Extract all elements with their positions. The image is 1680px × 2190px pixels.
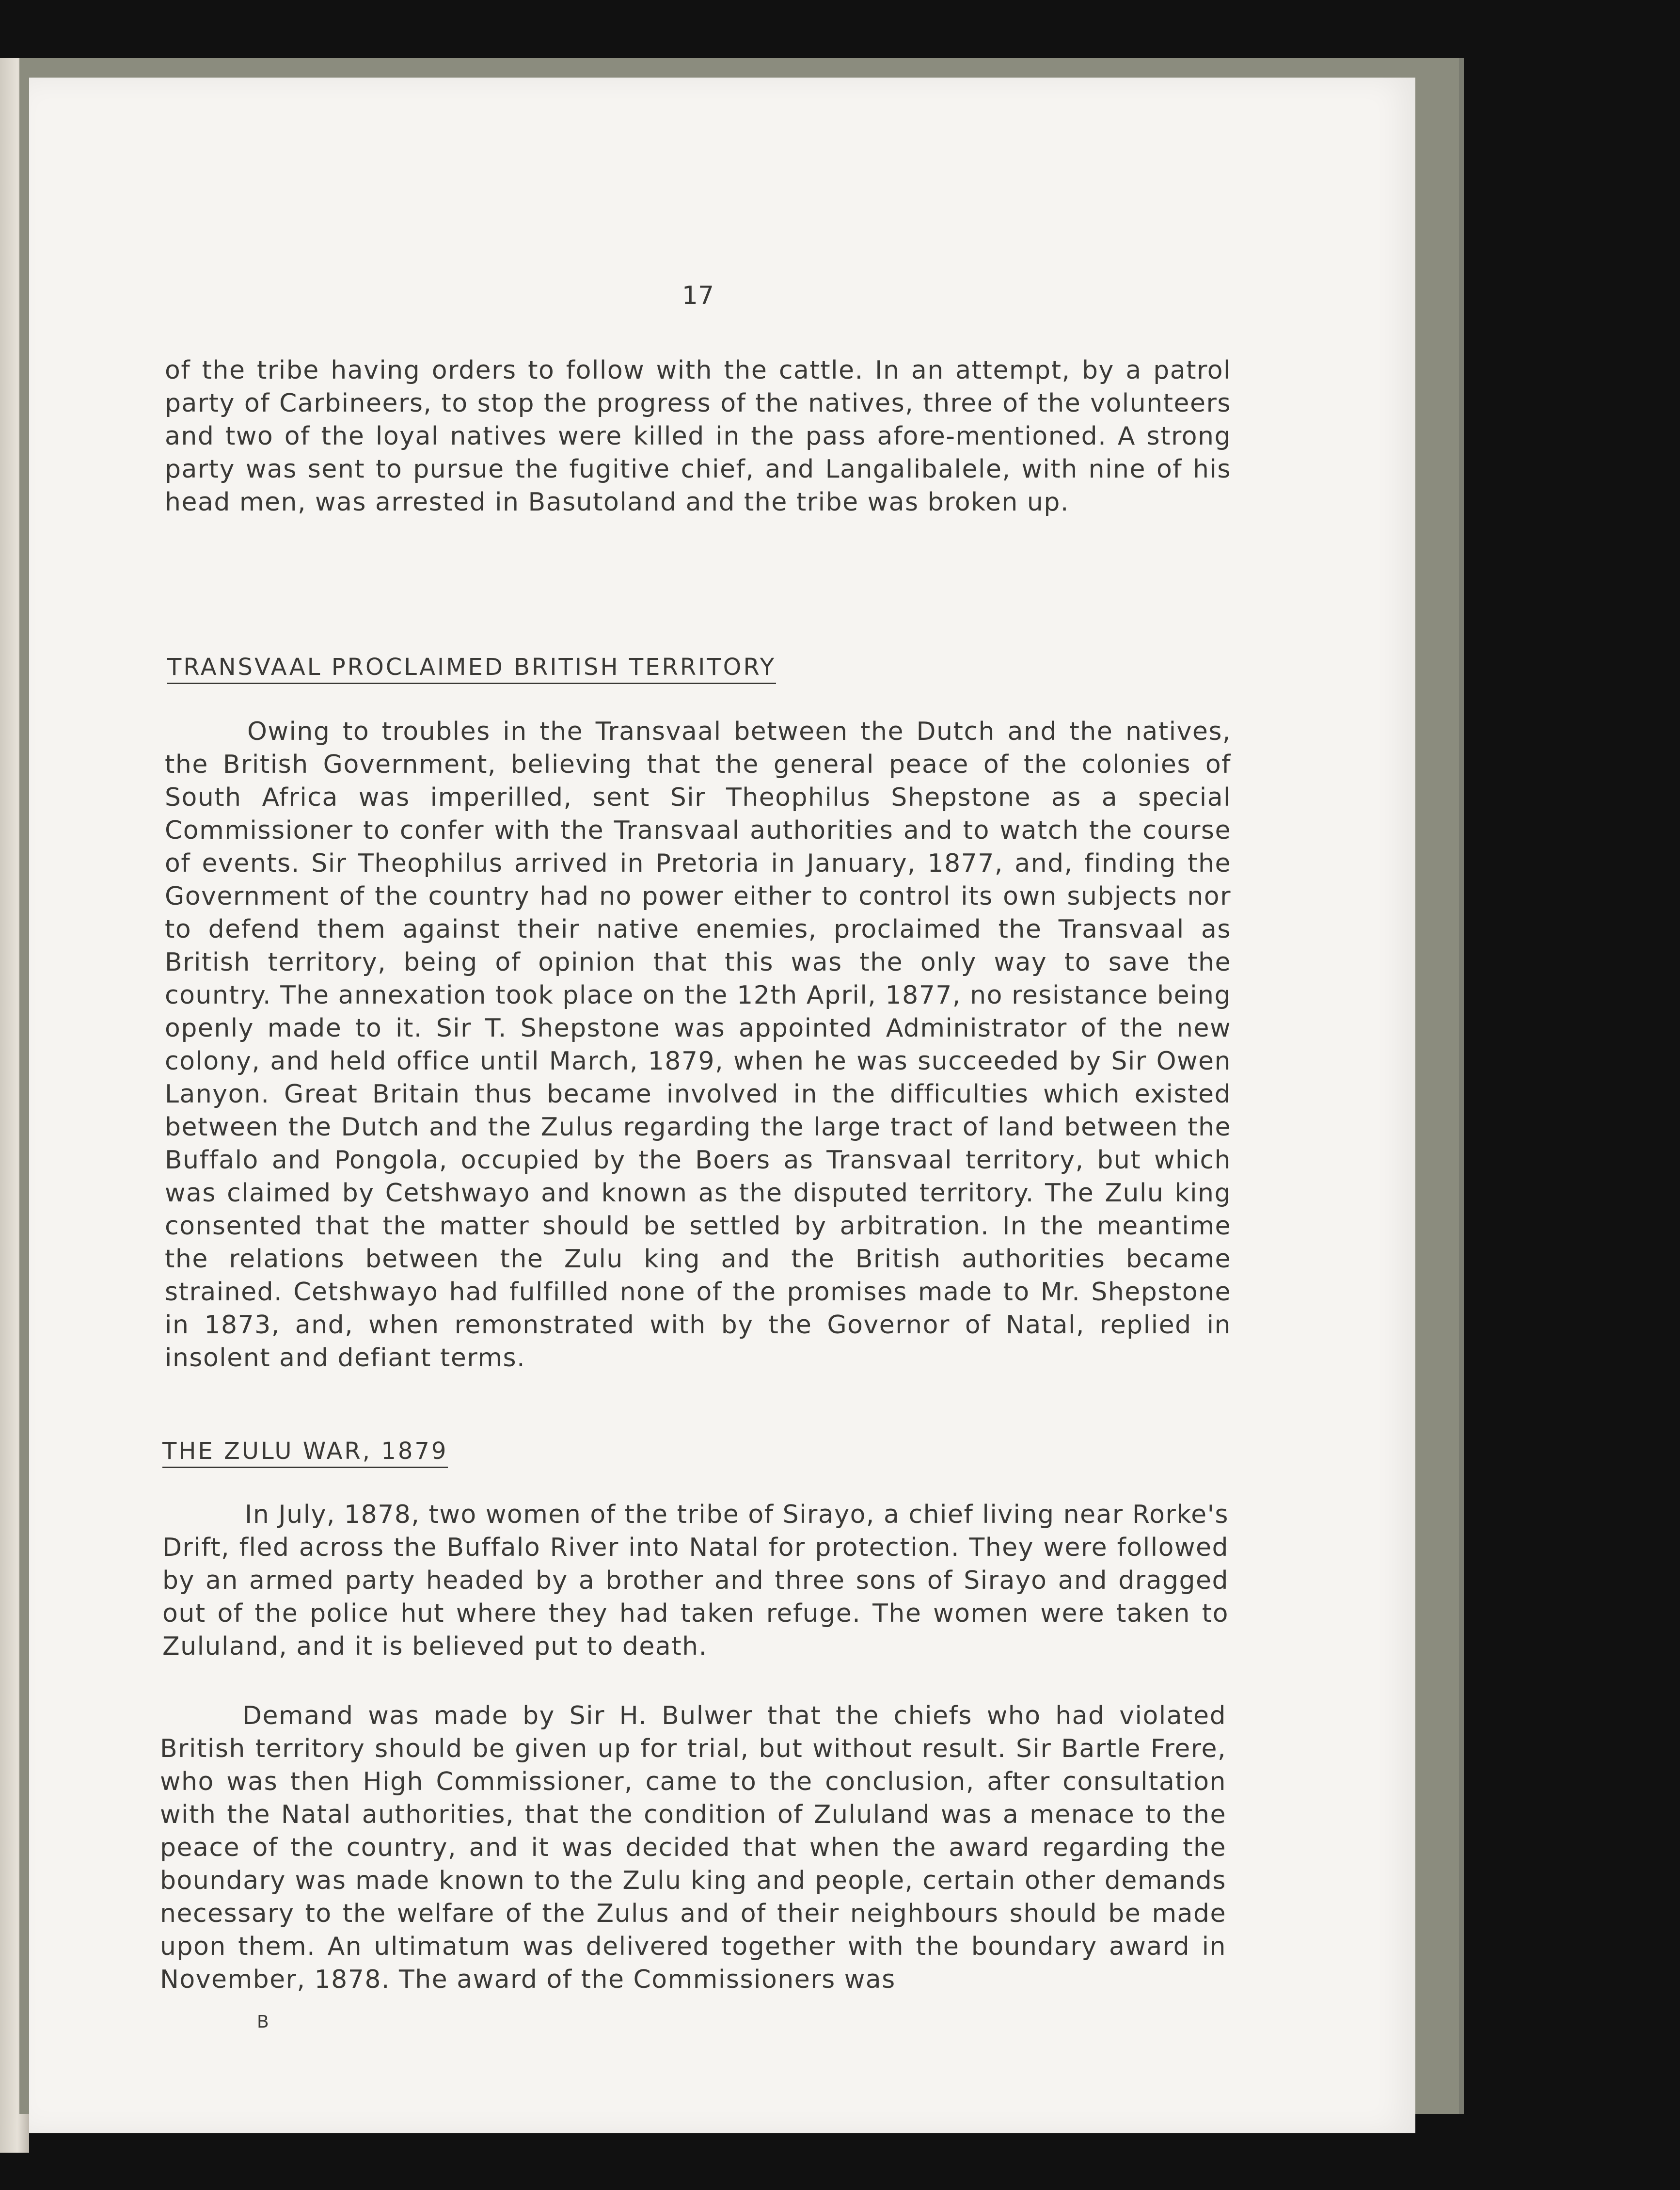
heading-text: THE ZULU WAR, <box>162 1438 372 1465</box>
section-heading-zulu-war <box>162 1438 448 1468</box>
paragraph-continuation <box>165 354 1231 519</box>
paragraph-text: Owing to troubles in the Transvaal between the Dutch and the natives, the British Government, believing that the general peace of the colonies of South Africa was imperilled, sent Sir Theophilus Shepstone as a special Commissioner to confer with the Transvaal authorities and to watch the course of events. Sir Theophilus arrived in Pretoria in January, 1877, and, finding the Government of the country had no power either to control its own subjects nor to defend them against their native enemies, proclaimed the Transvaal as British territory, being of opinion that this was the only way to save the country. The annexation took place on the 12th April, 1877, no resistance being openly made to it. Sir T. Shepstone was appointed Administrator of the new colony, and held office until March, 1879, when he was succeeded by Sir Owen Lanyon. Great Britain thus became involved in the difficulties which existed between the Dutch and the Zulus regarding the large tract of land between the Buffalo and Pongola, occupied by the Boers as Transvaal territory, but which was claimed by Cetshwayo and known as the disputed territory. The Zulu king consented that the matter should be settled by arbitration. In the meantime the relations between the Zulu king and the British authorities became strained. Cetshwayo had fulfilled none of the promises made to Mr. Shepstone in 1873, and, when remonstrated with by the Governor of Natal, replied in insolent and defiant terms. <box>165 717 1231 1373</box>
paragraph-sirayo <box>162 1498 1229 1663</box>
section-heading-transvaal: TRANSVAAL PROCLAIMED BRITISH TERRITORY <box>167 654 776 684</box>
page-number: 17 <box>682 281 714 310</box>
paragraph-text: In July, 1878, two women of the tribe of Sirayo, a chief living near Rorke's Drift, fled across the Buffalo River into Natal for protection. They were followed by an armed party headed by a brother and three sons of Sirayo and dragged out of the police hut where they had taken refuge. The women were taken to Zululand, and it is believed put to death. <box>162 1500 1229 1661</box>
paragraph-demand <box>160 1699 1226 1996</box>
signature-mark: B <box>257 2012 269 2032</box>
paragraph-text: of the tribe having orders to follow with the cattle. In an attempt, by a patrol party of Carbineers, to stop the progress of the natives, three of the volunteers and two of the loyal natives were killed in the pass afore-mentioned. A strong party was sent to pursue the fugitive chief, and Langalibalele, with nine of his head men, was arrested in Basutoland and the tribe was broken up. <box>165 356 1231 517</box>
paragraph-text: Demand was made by Sir H. Bulwer that the chiefs who had violated British territory should be given up for trial, but without result. Sir Bartle Frere, who was then High Commissioner, came to the conclusion, after consultation with the Natal authorities, that the condition of Zululand was a menace to the peace of the country, and it was decided that when the award regarding the boundary was made known to the Zulu king and people, certain other demands necessary to the welfare of the Zulus and of their neighbours should be made upon them. An ultimatum was delivered together with the boundary award in November, 1878. The award of the Commissioners was <box>160 1701 1226 1994</box>
heading-year: 1879 <box>381 1438 448 1465</box>
paragraph-transvaal <box>165 715 1231 1375</box>
book-page <box>29 78 1415 2133</box>
